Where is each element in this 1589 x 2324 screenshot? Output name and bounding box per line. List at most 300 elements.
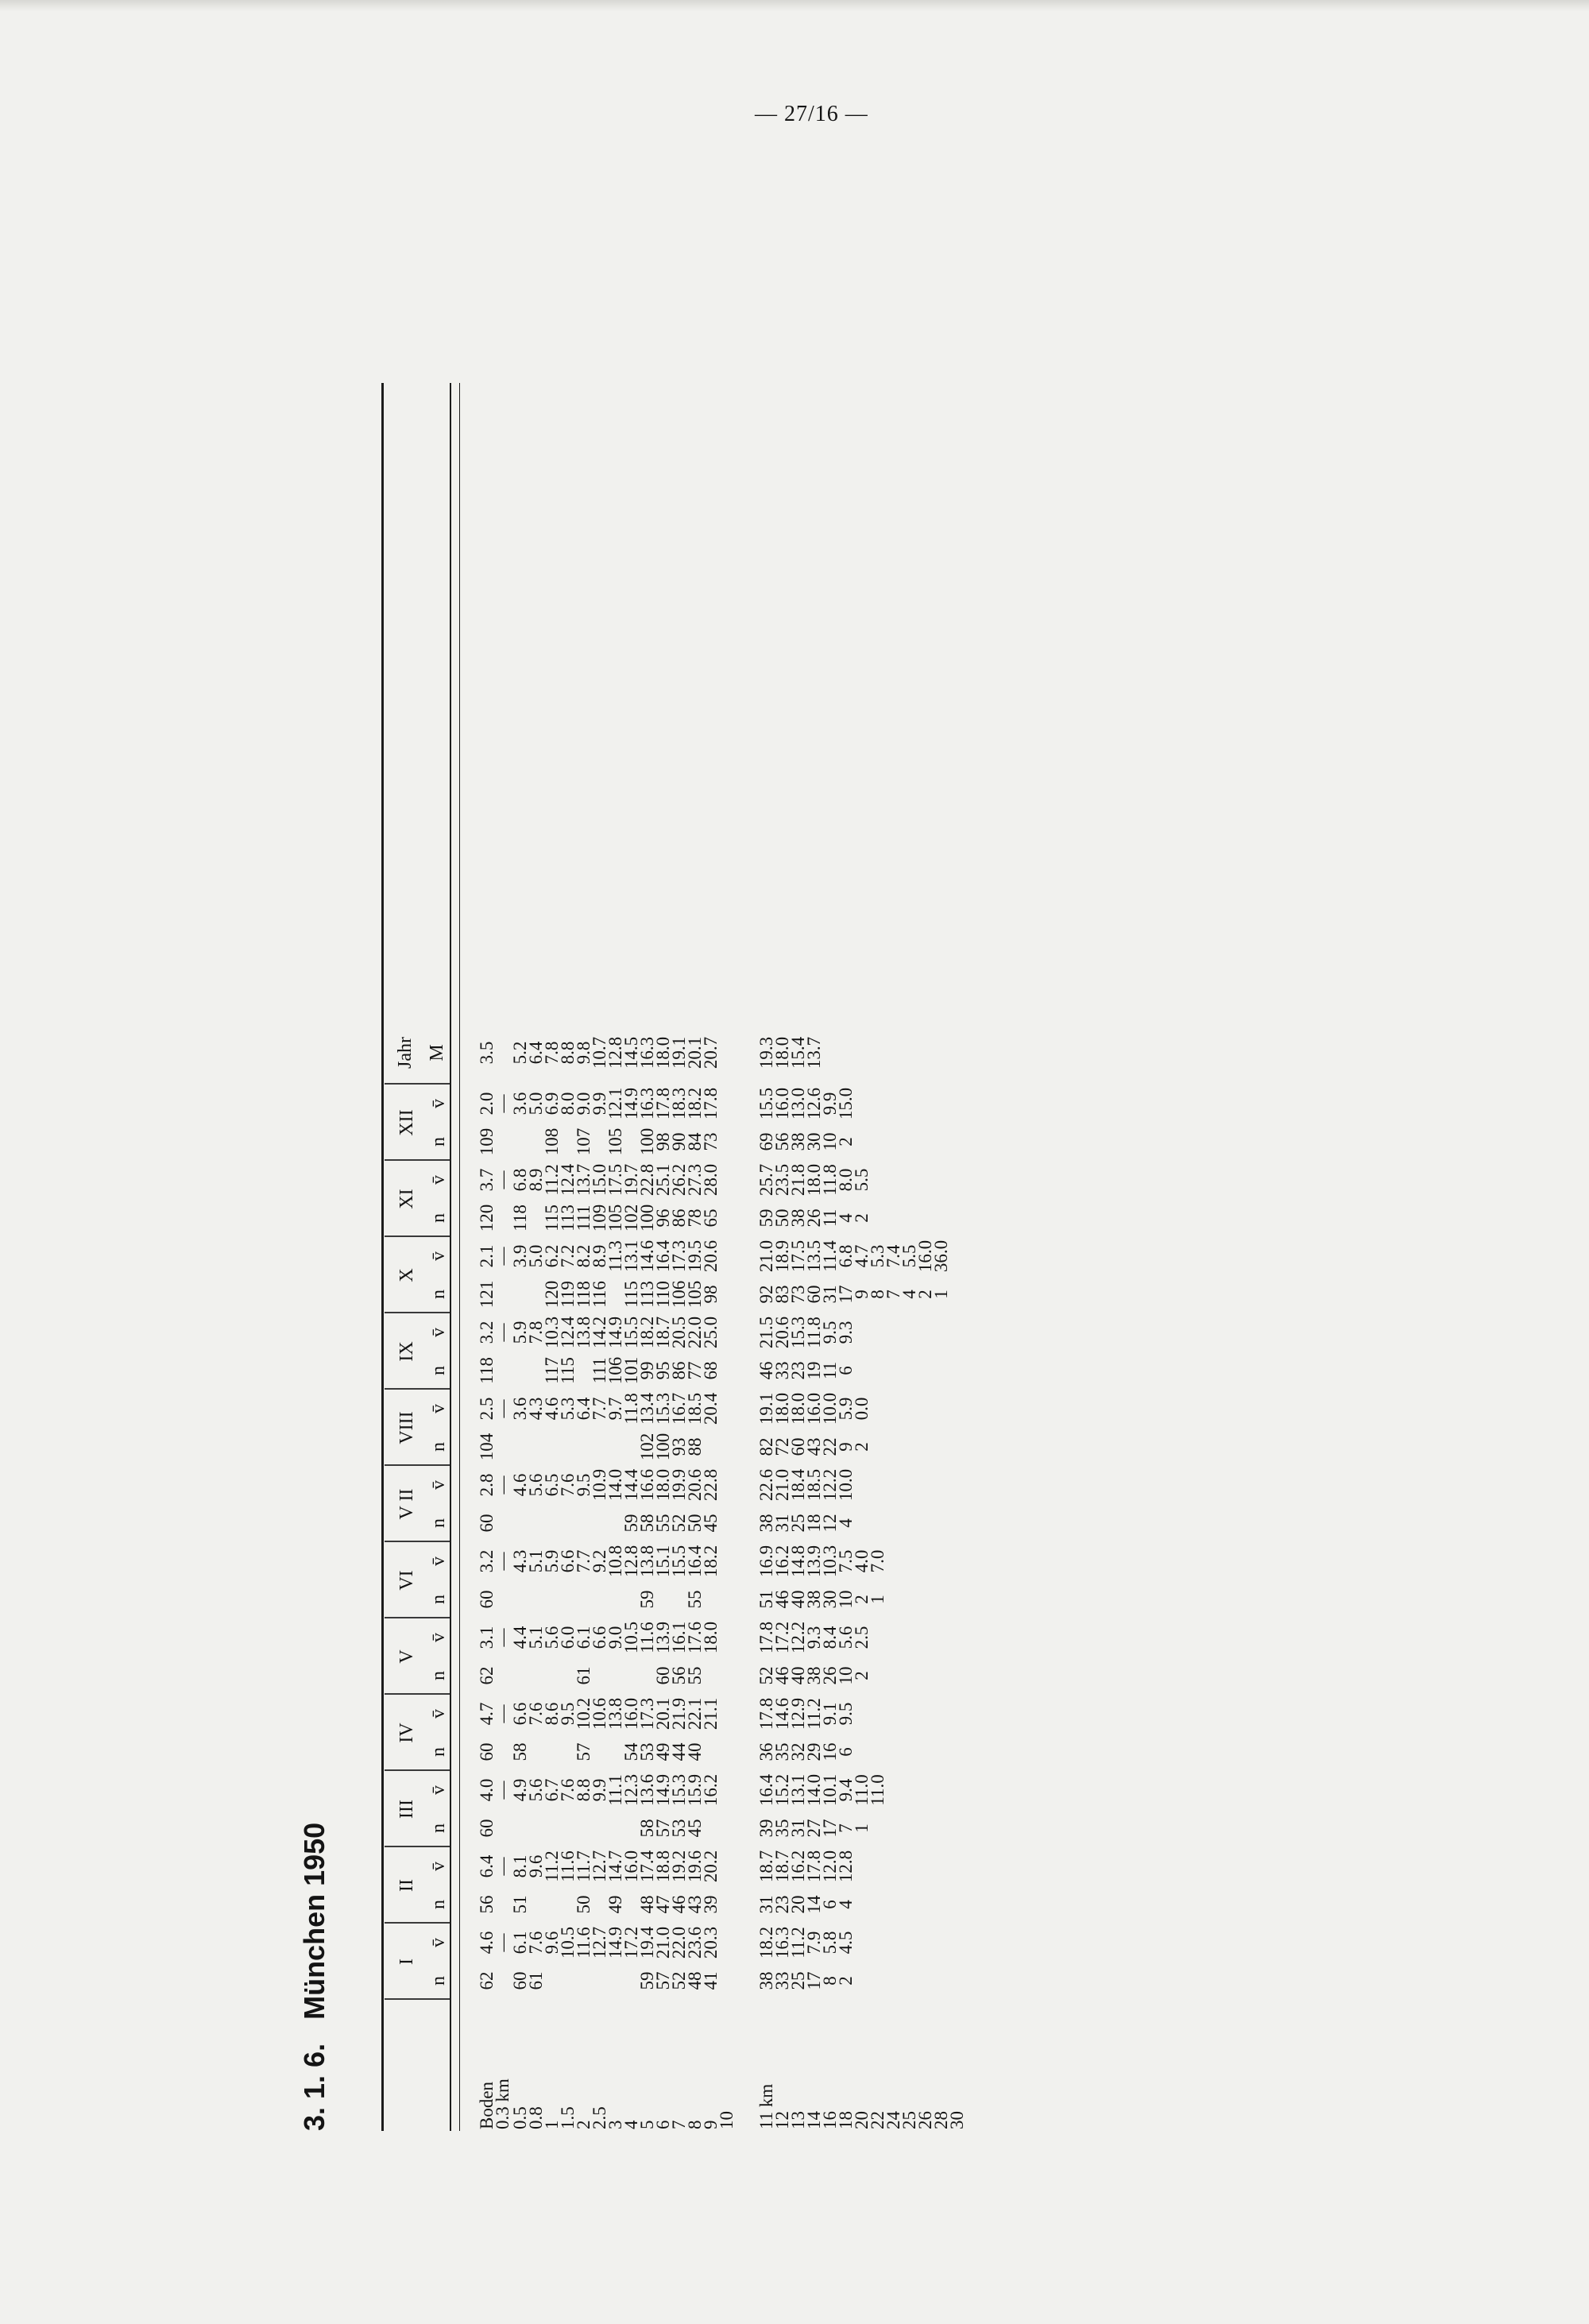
cell-n: 84 (685, 1132, 705, 1151)
cell-v: — (493, 1781, 512, 1800)
cell-v: 4.6 (542, 1397, 562, 1421)
cell-n: 23 (772, 1895, 792, 1914)
cell-n: 105 (605, 1127, 625, 1156)
cell-n: 38 (788, 1208, 808, 1228)
cell-v: 6.5 (542, 1473, 562, 1497)
cell-v: 21.1 (701, 1697, 721, 1730)
cell-v: 18.0 (653, 1468, 673, 1502)
cell-v: 12.4 (558, 1163, 578, 1197)
cell-v: 13.9 (653, 1621, 673, 1654)
col-n-header: n (428, 1290, 449, 1299)
cell-v: 16.2 (788, 1850, 808, 1883)
cell-v: 17.5 (605, 1163, 625, 1197)
cell-n: 9 (836, 1442, 856, 1452)
cell-v: 6.7 (542, 1778, 562, 1802)
cell-n: 26 (820, 1666, 840, 1685)
cell-v: 9.5 (558, 1702, 578, 1726)
cell-n: 56 (477, 1895, 497, 1914)
cell-n: 73 (701, 1132, 721, 1151)
cell-n: 61 (526, 1971, 546, 1990)
cell-n: 58 (637, 1514, 657, 1533)
cell-n: 58 (637, 1819, 657, 1838)
col-n-header: n (428, 1518, 449, 1528)
cell-v: 11.7 (574, 1850, 593, 1882)
cell-n: 57 (653, 1819, 673, 1838)
cell-n: 60 (653, 1666, 673, 1685)
column-separator (385, 1388, 450, 1390)
cell-n: 17 (836, 1285, 856, 1304)
cell-v: 8.0 (558, 1092, 578, 1116)
cell-n: 45 (685, 1819, 705, 1838)
cell-n: 7 (883, 1290, 903, 1299)
row-label: 18 (836, 2111, 856, 2129)
cell-n: 55 (653, 1514, 673, 1533)
cell-year-mean: 19.3 (756, 1036, 776, 1069)
row-label: 9 (701, 2120, 721, 2129)
cell-n: 38 (756, 1971, 776, 1990)
cell-v: 25.1 (653, 1163, 673, 1197)
col-n-header: n (428, 1671, 449, 1680)
cell-v: 9.0 (605, 1626, 625, 1649)
cell-n: 102 (637, 1433, 657, 1461)
cell-year-mean: 5.2 (510, 1041, 530, 1065)
cell-v: 19.9 (669, 1468, 689, 1502)
cell-v: — (493, 1628, 512, 1647)
cell-v: 20.4 (701, 1392, 721, 1425)
col-n-header: n (428, 1900, 449, 1909)
cell-v: 4.6 (477, 1931, 497, 1955)
cell-year-mean: 20.7 (701, 1036, 721, 1069)
cell-v: 15.0 (590, 1163, 609, 1197)
cell-v: 25.7 (756, 1163, 776, 1197)
cell-n: 51 (510, 1895, 530, 1914)
cell-v: 18.0 (788, 1392, 808, 1425)
row-label: 2 (574, 2120, 593, 2129)
col-v-header: v̄ (428, 1328, 449, 1337)
cell-v: 14.9 (653, 1773, 673, 1807)
cell-v: — (493, 1399, 512, 1418)
cell-n: 49 (653, 1742, 673, 1761)
cell-v: 18.4 (788, 1468, 808, 1502)
cell-v: 8.8 (574, 1778, 593, 1802)
row-label: 6 (653, 2120, 673, 2129)
cell-n: 4 (836, 1900, 856, 1909)
row-label: 4 (621, 2120, 641, 2129)
cell-n: 19 (804, 1361, 824, 1380)
cell-v: 6.1 (510, 1931, 530, 1955)
cell-n: 116 (590, 1281, 609, 1308)
cell-n: 31 (772, 1514, 792, 1533)
cell-v: 5.6 (526, 1473, 546, 1497)
cell-n: 4 (836, 1518, 856, 1528)
section-name: München 1950 (298, 1822, 331, 2020)
cell-v: 18.7 (756, 1850, 776, 1883)
cell-v: 20.6 (701, 1239, 721, 1273)
column-separator (385, 1617, 450, 1618)
table-header-rule (450, 383, 451, 2131)
cell-n: 107 (574, 1127, 593, 1156)
cell-n: 30 (804, 1132, 824, 1151)
cell-v: 7.2 (558, 1244, 578, 1268)
cell-v: 19.2 (669, 1850, 689, 1883)
cell-v: 9.5 (574, 1473, 593, 1497)
cell-year-mean: 16.3 (637, 1036, 657, 1069)
cell-v: 13.8 (637, 1545, 657, 1578)
cell-n: 57 (653, 1971, 673, 1990)
col-v-header: v̄ (428, 1480, 449, 1490)
cell-v: 14.9 (605, 1926, 625, 1959)
cell-n: 92 (756, 1285, 776, 1304)
row-label: 25 (899, 2111, 919, 2129)
cell-v: 12.7 (590, 1850, 609, 1883)
cell-v: 2.1 (477, 1244, 497, 1268)
cell-v: 7.0 (868, 1549, 887, 1573)
cell-v: 13.9 (804, 1545, 824, 1578)
cell-n: 7 (836, 1823, 856, 1833)
cell-v: 14.6 (637, 1239, 657, 1273)
cell-v: 10.2 (574, 1697, 593, 1730)
cell-v: 6.0 (558, 1626, 578, 1649)
cell-v: 21.5 (756, 1316, 776, 1349)
cell-n: 115 (621, 1281, 641, 1308)
cell-n: 118 (477, 1357, 497, 1384)
col-v-header: v̄ (428, 1404, 449, 1413)
col-v-header: v̄ (428, 1175, 449, 1185)
cell-n: 10 (836, 1590, 856, 1609)
cell-v: 2.8 (477, 1473, 497, 1497)
col-n-header: n (428, 1823, 449, 1833)
cell-v: 9.5 (820, 1321, 840, 1344)
cell-v: 7.5 (836, 1549, 856, 1573)
cell-v: 21.0 (756, 1239, 776, 1273)
month-header: XI (396, 1189, 417, 1209)
cell-v: 16.7 (669, 1392, 689, 1425)
column-separator (385, 1541, 450, 1542)
cell-n: 4 (899, 1290, 919, 1299)
cell-n: 104 (477, 1433, 497, 1461)
cell-v: 18.5 (804, 1468, 824, 1502)
cell-v: 5.9 (510, 1321, 530, 1344)
col-n-header: n (428, 1442, 449, 1452)
cell-n: 39 (756, 1819, 776, 1838)
cell-v: 12.4 (558, 1316, 578, 1349)
row-label: 2.5 (590, 2106, 609, 2129)
cell-v: 10.3 (820, 1545, 840, 1578)
cell-v: 6.6 (558, 1549, 578, 1573)
cell-year-mean: 6.4 (526, 1041, 546, 1065)
cell-v: 6.1 (574, 1626, 593, 1649)
cell-v: 10.9 (590, 1468, 609, 1502)
cell-v: 16.0 (915, 1239, 935, 1273)
cell-v: 5.8 (820, 1931, 840, 1955)
cell-n: 95 (653, 1361, 673, 1380)
cell-n: 53 (669, 1819, 689, 1838)
month-header: II (396, 1879, 417, 1892)
col-n-header: n (428, 1137, 449, 1147)
cell-v: 13.8 (605, 1697, 625, 1730)
row-label: 13 (788, 2111, 808, 2129)
cell-n: 43 (804, 1437, 824, 1456)
cell-v: 7.7 (590, 1397, 609, 1421)
month-header: III (396, 1800, 417, 1819)
col-n-header: n (428, 1976, 449, 1986)
cell-v: 18.2 (637, 1316, 657, 1349)
cell-v: 16.1 (669, 1621, 689, 1654)
cell-n: 11 (820, 1208, 840, 1228)
cell-v: 11.6 (637, 1622, 657, 1653)
cell-n: 110 (653, 1281, 673, 1308)
cell-v: 4.4 (510, 1626, 530, 1649)
cell-v: 5.3 (868, 1244, 887, 1268)
month-header: VIII (396, 1411, 417, 1444)
cell-n: 120 (542, 1280, 562, 1309)
col-v-header: v̄ (428, 1251, 449, 1261)
cell-v: 11.2 (542, 1850, 562, 1882)
cell-v: 11.2 (804, 1698, 824, 1730)
cell-year-mean: 8.8 (558, 1041, 578, 1065)
cell-v: 14.0 (804, 1773, 824, 1807)
cell-v: 4.3 (510, 1549, 530, 1573)
cell-v: 13.6 (637, 1773, 657, 1807)
cell-v: 13.8 (574, 1316, 593, 1349)
cell-n: 99 (637, 1361, 657, 1380)
cell-v: 16.4 (653, 1239, 673, 1273)
cell-n: 93 (669, 1437, 689, 1456)
cell-n: 120 (477, 1204, 497, 1232)
cell-n: 111 (574, 1205, 593, 1232)
cell-n: 55 (685, 1666, 705, 1685)
cell-n: 31 (820, 1285, 840, 1304)
cell-n: 29 (804, 1742, 824, 1761)
cell-n: 57 (574, 1742, 593, 1761)
cell-n: 25 (788, 1514, 808, 1533)
cell-v: 12.7 (590, 1926, 609, 1959)
cell-v: 7.6 (558, 1473, 578, 1497)
cell-v: 3.6 (510, 1092, 530, 1116)
cell-v: 8.4 (820, 1626, 840, 1649)
col-n-header: n (428, 1595, 449, 1604)
cell-v: 21.0 (653, 1926, 673, 1959)
cell-v: 5.6 (526, 1778, 546, 1802)
cell-year-mean: 14.5 (621, 1036, 641, 1069)
cell-n: 9 (852, 1290, 872, 1299)
cell-v: 6.8 (836, 1244, 856, 1268)
cell-n: 2 (836, 1976, 856, 1986)
cell-n: 54 (621, 1742, 641, 1761)
column-separator (385, 1769, 450, 1771)
cell-v: 7.8 (526, 1321, 546, 1344)
cell-v: 11.0 (868, 1774, 887, 1806)
cell-v: 18.0 (701, 1621, 721, 1654)
cell-v: 11.1 (605, 1774, 625, 1806)
cell-v: 10.5 (558, 1926, 578, 1959)
cell-v: 17.3 (669, 1239, 689, 1273)
cell-v: 5.3 (558, 1397, 578, 1421)
cell-n: 2 (836, 1137, 856, 1147)
cell-v: 11.3 (605, 1240, 625, 1272)
cell-n: 60 (477, 1742, 497, 1761)
cell-v: 15.5 (621, 1316, 641, 1349)
cell-v: 4.9 (510, 1778, 530, 1802)
cell-v: 11.2 (542, 1164, 562, 1196)
month-header: X (396, 1268, 417, 1282)
col-v-header: v̄ (428, 1938, 449, 1947)
cell-v: 16.0 (621, 1697, 641, 1730)
cell-n: 47 (653, 1895, 673, 1914)
cell-v: 14.2 (590, 1316, 609, 1349)
page-number: — 27/16 — (755, 102, 868, 126)
cell-v: 17.8 (653, 1087, 673, 1120)
cell-n: 113 (637, 1281, 657, 1308)
cell-v: 17.5 (788, 1239, 808, 1273)
cell-v: 12.3 (621, 1773, 641, 1807)
cell-n: 60 (477, 1590, 497, 1609)
cell-v: 9.7 (605, 1397, 625, 1421)
row-label: 16 (820, 2111, 840, 2129)
cell-n: 38 (804, 1666, 824, 1685)
cell-n: 31 (756, 1895, 776, 1914)
cell-n: 118 (574, 1281, 593, 1308)
cell-v: 19.1 (756, 1392, 776, 1425)
cell-v: 8.0 (836, 1168, 856, 1192)
cell-v: 10.3 (542, 1316, 562, 1349)
row-label: 11 km (756, 2083, 776, 2129)
cell-v: 28.0 (701, 1163, 721, 1197)
cell-v: 14.8 (788, 1545, 808, 1578)
cell-n: 40 (685, 1742, 705, 1761)
cell-v: 19.4 (637, 1926, 657, 1959)
cell-v: 18.3 (669, 1087, 689, 1120)
cell-n: 59 (756, 1208, 776, 1228)
cell-n: 39 (701, 1895, 721, 1914)
cell-n: 60 (788, 1437, 808, 1456)
cell-v: 3.2 (477, 1321, 497, 1344)
cell-n: 78 (685, 1208, 705, 1228)
cell-v: 9.6 (542, 1931, 562, 1955)
cell-year-mean: 20.1 (685, 1036, 705, 1069)
row-label: 12 (772, 2111, 792, 2129)
cell-year-mean: 7.8 (542, 1041, 562, 1065)
cell-n: 53 (637, 1742, 657, 1761)
row-label: 1.5 (558, 2106, 578, 2129)
cell-v: 18.2 (685, 1087, 705, 1120)
cell-v: 5.1 (526, 1549, 546, 1573)
cell-year-mean: 13.7 (804, 1036, 824, 1069)
cell-v: 22.8 (637, 1163, 657, 1197)
table-top-rule (381, 383, 384, 2131)
column-separator (385, 1464, 450, 1466)
cell-v: 3.6 (510, 1397, 530, 1421)
cell-n: 96 (653, 1208, 673, 1228)
cell-n: 115 (558, 1357, 578, 1384)
cell-v: 11.2 (788, 1927, 808, 1959)
cell-n: 30 (820, 1590, 840, 1609)
cell-n: 38 (788, 1132, 808, 1151)
cell-v: 9.3 (836, 1321, 856, 1344)
cell-v: 4.5 (836, 1931, 856, 1955)
cell-v: 25.0 (701, 1316, 721, 1349)
cell-n: 6 (820, 1900, 840, 1909)
cell-v: 10.8 (605, 1545, 625, 1578)
cell-n: 100 (653, 1433, 673, 1461)
cell-v: 9.9 (820, 1092, 840, 1116)
cell-n: 72 (772, 1437, 792, 1456)
cell-v: 11.8 (621, 1393, 641, 1425)
cell-v: 8.1 (510, 1854, 530, 1878)
cell-v: 5.5 (899, 1244, 919, 1268)
cell-n: 40 (788, 1666, 808, 1685)
cell-n: 26 (804, 1208, 824, 1228)
cell-v: 14.7 (605, 1850, 625, 1883)
cell-year-mean: 10.7 (590, 1036, 609, 1069)
cell-n: 50 (574, 1895, 593, 1914)
cell-v: 20.3 (701, 1926, 721, 1959)
cell-v: 11.6 (574, 1927, 593, 1959)
cell-n: 2 (852, 1671, 872, 1680)
cell-n: 4 (836, 1213, 856, 1223)
cell-v: 16.9 (756, 1545, 776, 1578)
cell-v: 14.9 (621, 1087, 641, 1120)
cell-v: 15.3 (653, 1392, 673, 1425)
cell-n: 73 (788, 1285, 808, 1304)
cell-n: 38 (804, 1590, 824, 1609)
cell-year-mean: 15.4 (788, 1036, 808, 1069)
cell-n: 1 (852, 1823, 872, 1833)
cell-n: 12 (820, 1514, 840, 1533)
cell-n: 25 (788, 1971, 808, 1990)
cell-n: 56 (669, 1666, 689, 1685)
column-separator (385, 1693, 450, 1695)
cell-v: 18.0 (804, 1163, 824, 1197)
row-label: 24 (883, 2111, 903, 2129)
cell-v: 17.8 (701, 1087, 721, 1120)
cell-n: 48 (685, 1971, 705, 1990)
cell-n: 46 (756, 1361, 776, 1380)
cell-v: 14.0 (605, 1468, 625, 1502)
cell-v: 5.6 (542, 1626, 562, 1649)
cell-v: 3.2 (477, 1549, 497, 1573)
cell-n: 36 (756, 1742, 776, 1761)
cell-n: 109 (477, 1127, 497, 1156)
cell-n: 60 (477, 1514, 497, 1533)
cell-v: 16.0 (804, 1392, 824, 1425)
cell-n: 86 (669, 1361, 689, 1380)
cell-v: 22.0 (685, 1316, 705, 1349)
cell-n: 33 (772, 1361, 792, 1380)
month-header: V II (396, 1488, 417, 1520)
cell-n: 1 (931, 1290, 951, 1299)
cell-v: 21.8 (788, 1163, 808, 1197)
col-v-header: v̄ (428, 1633, 449, 1642)
cell-v: 9.3 (804, 1626, 824, 1649)
cell-n: 88 (685, 1437, 705, 1456)
col-v-header: v̄ (428, 1785, 449, 1795)
cell-v: 5.9 (836, 1397, 856, 1421)
month-header: V (396, 1649, 417, 1664)
cell-n: 2 (852, 1442, 872, 1452)
cell-n: 6 (836, 1366, 856, 1375)
cell-v: 4.7 (477, 1702, 497, 1726)
cell-n: 20 (788, 1895, 808, 1914)
cell-n: 102 (621, 1204, 641, 1232)
cell-n: 33 (772, 1971, 792, 1990)
cell-v: 17.8 (756, 1621, 776, 1654)
cell-n: 52 (669, 1971, 689, 1990)
cell-v: 13.7 (574, 1163, 593, 1197)
cell-v: 15.3 (788, 1316, 808, 1349)
cell-n: 68 (701, 1361, 721, 1380)
cell-v: 9.2 (590, 1549, 609, 1573)
